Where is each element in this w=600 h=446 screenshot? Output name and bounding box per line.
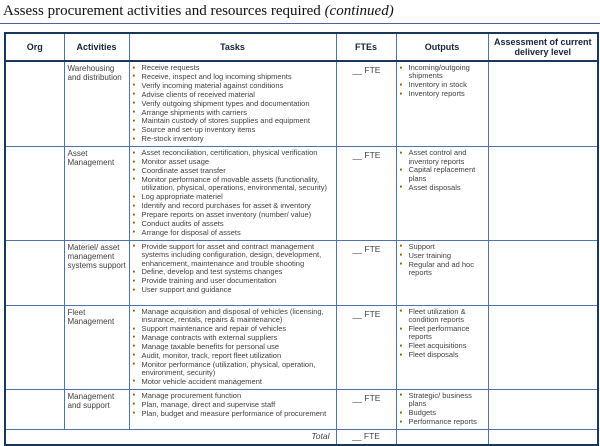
fte-cell: __ FTE xyxy=(336,147,396,241)
bullet-item: ▪ Identify and record purchases for asset & inventory xyxy=(133,202,334,210)
column-header-tasks: Tasks xyxy=(129,33,336,61)
bullet-item: ▪ Monitor performance of movable assets (functionality, utilization, physical, operations, environmental, security) xyxy=(133,176,334,193)
total-assessment-cell xyxy=(488,430,598,445)
bullet-item: ▪ Inventory in stock xyxy=(400,81,486,89)
total-outputs-cell xyxy=(396,430,488,445)
org-cell xyxy=(5,61,64,147)
table-row xyxy=(5,389,598,429)
bullet-item: ▪ Receive requests xyxy=(133,64,334,72)
bullet-item: ▪ Manage contracts with external suppliers xyxy=(133,334,334,342)
bullet-item: ▪ Asset reconciliation, certification, physical verification xyxy=(133,149,334,157)
bullet-item: ▪ Define, develop and test systems changes xyxy=(133,268,334,276)
fte-cell: __ FTE xyxy=(336,305,396,389)
bullet-item: ▪ Advise clients of received material xyxy=(133,91,334,99)
bullet-item: ▪ Arrange for disposal of assets xyxy=(133,229,334,237)
assessment-cell xyxy=(488,305,598,389)
page-title-text: Assess procurement activities and resources required xyxy=(3,3,321,19)
bullet-item: ▪ Regular and ad hoc reports xyxy=(400,261,486,278)
column-header-assessment: Assessment of current delivery level xyxy=(488,33,598,61)
activity-cell: Fleet Management xyxy=(64,305,129,389)
tasks-list xyxy=(133,308,334,387)
bullet-item: ▪ Fleet disposals xyxy=(400,351,486,359)
bullet-item: ▪ Capital replacement plans xyxy=(400,166,486,183)
header-row xyxy=(5,33,598,61)
bullet-item: ▪ Monitor performance (utilization, physical, operation, environment, security) xyxy=(133,361,334,378)
fte-cell: __ FTE xyxy=(336,240,396,305)
bullet-item: ▪ Plan, budget and measure performance of procurement xyxy=(133,410,334,418)
bullet-item: ▪ Manage procurement function xyxy=(133,392,334,400)
tasks-cell xyxy=(129,147,336,241)
fte-cell: __ FTE xyxy=(336,61,396,147)
org-cell xyxy=(5,305,64,389)
total-label: Total xyxy=(5,430,336,445)
activity-cell: Asset Management xyxy=(64,147,129,241)
bullet-item: ▪ Manage acquisition and disposal of vehicles (licensing, insurance, rentals, repairs & maintenance) xyxy=(133,308,334,325)
activity-cell: Warehousing and distribution xyxy=(64,61,129,147)
tasks-cell xyxy=(129,61,336,147)
tasks-list xyxy=(133,64,334,144)
tasks-cell xyxy=(129,240,336,305)
table-row xyxy=(5,147,598,241)
assessment-cell xyxy=(488,240,598,305)
bullet-item: ▪ Prepare reports on asset inventory (number/ value) xyxy=(133,211,334,219)
bullet-item: ▪ Strategic/ business plans xyxy=(400,392,486,409)
tasks-cell xyxy=(129,389,336,429)
tasks-list xyxy=(133,392,334,418)
column-header-outputs: Outputs xyxy=(396,33,488,61)
outputs-list xyxy=(400,308,486,360)
bullet-item: ▪ Inventory reports xyxy=(400,90,486,98)
assessment-cell xyxy=(488,147,598,241)
bullet-item: ▪ Conduct audits of assets xyxy=(133,220,334,228)
outputs-cell xyxy=(396,305,488,389)
activities-table xyxy=(4,32,599,446)
outputs-list xyxy=(400,149,486,192)
bullet-item: ▪ User support and guidance xyxy=(133,286,334,294)
bullet-item: ▪ Fleet performance reports xyxy=(400,325,486,342)
column-header-ftes: FTEs xyxy=(336,33,396,61)
bullet-item: ▪ Asset disposals xyxy=(400,184,486,192)
total-fte-cell: __ FTE xyxy=(336,430,396,445)
tasks-cell xyxy=(129,305,336,389)
table-row xyxy=(5,305,598,389)
bullet-item: ▪ Verify outgoing shipment types and documentation xyxy=(133,100,334,108)
org-cell xyxy=(5,389,64,429)
column-header-org: Org xyxy=(5,33,64,61)
outputs-list xyxy=(400,392,486,427)
fte-cell: __ FTE xyxy=(336,389,396,429)
bullet-item: ▪ Receive, inspect and log incoming shipments xyxy=(133,73,334,81)
column-header-activities: Activities xyxy=(64,33,129,61)
bullet-item: ▪ Incoming/outgoing shipments xyxy=(400,64,486,81)
outputs-list xyxy=(400,64,486,99)
bullet-item: ▪ Arrange shipments with carriers xyxy=(133,109,334,117)
bullet-item: ▪ Budgets xyxy=(400,409,486,417)
org-cell xyxy=(5,240,64,305)
page-title-continued: (continued) xyxy=(324,3,394,19)
bullet-item: ▪ Coordinate asset transfer xyxy=(133,167,334,175)
outputs-cell xyxy=(396,61,488,147)
bullet-item: ▪ Manage taxable benefits for personal use xyxy=(133,343,334,351)
tasks-list xyxy=(133,149,334,237)
assessment-cell xyxy=(488,61,598,147)
outputs-cell xyxy=(396,389,488,429)
bullet-item: ▪ Fleet utilization & condition reports xyxy=(400,308,486,325)
bullet-item: ▪ Verify incoming material against conditions xyxy=(133,82,334,90)
activity-cell: Management and support xyxy=(64,389,129,429)
bullet-item: ▪ Support maintenance and repair of vehicles xyxy=(133,325,334,333)
bullet-item: ▪ User training xyxy=(400,252,486,260)
page-title-block xyxy=(0,0,600,24)
outputs-list xyxy=(400,243,486,278)
total-row xyxy=(5,430,598,445)
bullet-item: ▪ Fleet acquisitions xyxy=(400,342,486,350)
bullet-item: ▪ Re-stock inventory xyxy=(133,135,334,143)
bullet-item: ▪ Maintain custody of stores supplies and equipment xyxy=(133,117,334,125)
bullet-item: ▪ Performance reports xyxy=(400,418,486,426)
bullet-item: ▪ Asset control and inventory reports xyxy=(400,149,486,166)
bullet-item: ▪ Source and set-up inventory items xyxy=(133,126,334,134)
table-row xyxy=(5,240,598,305)
outputs-cell xyxy=(396,240,488,305)
org-cell xyxy=(5,147,64,241)
activity-cell: Materiel/ asset management systems support xyxy=(64,240,129,305)
bullet-item: ▪ Provide training and user documentation xyxy=(133,277,334,285)
assessment-cell xyxy=(488,389,598,429)
bullet-item: ▪ Motor vehicle accident management xyxy=(133,378,334,386)
bullet-item: ▪ Audit, monitor, track, report fleet utilization xyxy=(133,352,334,360)
bullet-item: ▪ Log appropriate materiel xyxy=(133,193,334,201)
outputs-cell xyxy=(396,147,488,241)
bullet-item: ▪ Monitor asset usage xyxy=(133,158,334,166)
bullet-item: ▪ Plan, manage, direct and supervise staff xyxy=(133,401,334,409)
bullet-item: ▪ Support xyxy=(400,243,486,251)
page-title xyxy=(3,3,394,19)
bullet-item: ▪ Provide support for asset and contract management systems including configuration, design, development, enhancement, maintenance and trouble shooting xyxy=(133,243,334,268)
tasks-list xyxy=(133,243,334,295)
table-row xyxy=(5,61,598,147)
